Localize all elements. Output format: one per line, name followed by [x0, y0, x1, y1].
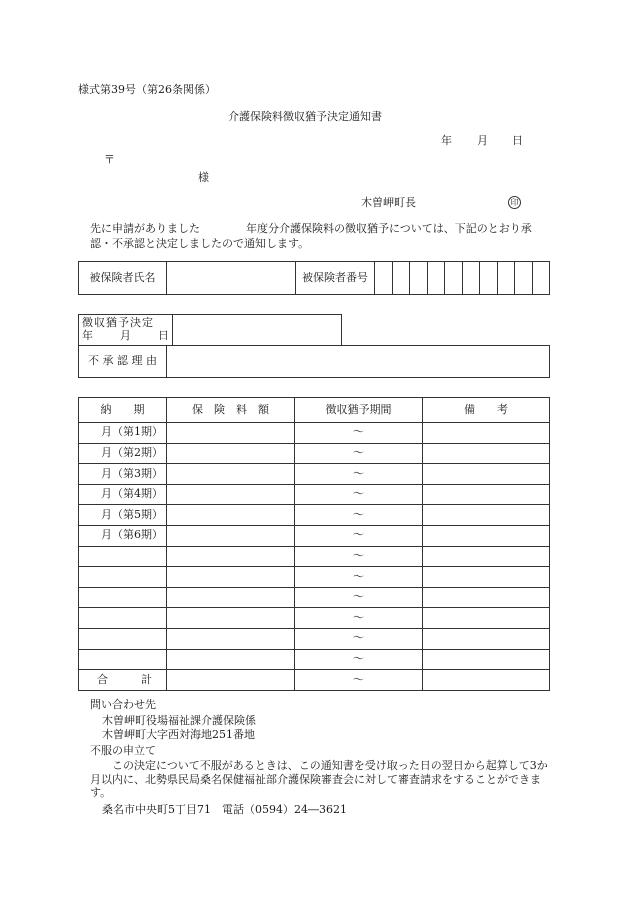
header-deferral-period: 徴収猶予期間 — [295, 398, 423, 423]
installment-remarks[interactable] — [423, 587, 550, 608]
appeal-text: この決定について不服があるときは、この通知書を受け取った日の翌日から起算して3か月以内に、北勢県民局桑名保健福祉部介護保険審査会に対して審査請求をすることができます。 — [90, 759, 548, 799]
insured-number-digit[interactable] — [410, 262, 428, 295]
installment-range: ～ — [295, 464, 423, 485]
installment-period — [79, 567, 167, 588]
insured-number-digit[interactable] — [497, 262, 515, 295]
rejection-reason-table — [78, 345, 550, 378]
insured-name-field[interactable] — [167, 262, 296, 295]
decision-date-label — [79, 315, 173, 346]
installment-remarks[interactable] — [423, 505, 550, 526]
rejection-reason-label: 不 承 認 理 由 — [79, 346, 167, 378]
appeal-office: 桑名市中央町5丁目71 電話（0594）24―3621 — [102, 803, 347, 816]
installment-period — [79, 649, 167, 670]
form-number: 様式第39号（第26条関係） — [78, 83, 216, 96]
insured-number-digit[interactable] — [462, 262, 480, 295]
installment-period: 月（第3期） — [79, 464, 167, 485]
installment-amount[interactable] — [167, 505, 295, 526]
installment-period — [79, 608, 167, 629]
decision-date-field[interactable] — [173, 315, 342, 346]
installment-amount[interactable] — [167, 628, 295, 649]
installment-remarks[interactable] — [423, 484, 550, 505]
rejection-reason-field[interactable] — [167, 346, 550, 378]
installment-range: ～ — [295, 587, 423, 608]
installment-period: 月（第1期） — [79, 423, 167, 444]
installment-range: ～ — [295, 608, 423, 629]
installment-range: ～ — [295, 423, 423, 444]
installment-remarks[interactable] — [423, 464, 550, 485]
installment-amount[interactable] — [167, 423, 295, 444]
installment-period: 月（第4期） — [79, 484, 167, 505]
installment-row — [79, 484, 550, 505]
decision-date-table — [78, 314, 342, 346]
seal-icon: 印 — [508, 196, 521, 209]
seal-mark — [508, 195, 521, 209]
insured-number-digit[interactable] — [515, 262, 533, 295]
insured-number-digit[interactable] — [480, 262, 498, 295]
installment-amount[interactable] — [167, 443, 295, 464]
decision-date-month: 月 — [120, 329, 131, 342]
issuer-name: 木曽岬町長 — [361, 196, 416, 209]
addressee-suffix: 様 — [198, 171, 209, 184]
total-range: ～ — [295, 670, 423, 691]
installment-row — [79, 546, 550, 567]
installment-row — [79, 525, 550, 546]
installment-period — [79, 587, 167, 608]
total-label-1: 合 — [97, 672, 108, 686]
appeal-heading: 不服の申立て — [90, 744, 156, 757]
insured-number-digit[interactable] — [392, 262, 410, 295]
installment-remarks[interactable] — [423, 628, 550, 649]
installment-row — [79, 464, 550, 485]
installment-remarks[interactable] — [423, 525, 550, 546]
date-day-label: 日 — [512, 134, 523, 147]
date-month-label: 月 — [477, 134, 488, 147]
insured-name-label: 被保険者氏名 — [79, 262, 167, 295]
installment-row — [79, 628, 550, 649]
installment-amount[interactable] — [167, 587, 295, 608]
installment-row — [79, 587, 550, 608]
header-due-period: 納 期 — [79, 398, 167, 423]
insured-number-label: 被保険者番号 — [296, 262, 375, 295]
installment-range: ～ — [295, 525, 423, 546]
installment-amount[interactable] — [167, 608, 295, 629]
installment-table — [78, 397, 550, 691]
installment-remarks[interactable] — [423, 546, 550, 567]
total-amount[interactable] — [167, 670, 295, 691]
decision-date-day: 日 — [158, 329, 169, 342]
header-premium-amount: 保 険 料 額 — [167, 398, 295, 423]
installment-amount[interactable] — [167, 464, 295, 485]
intro-paragraph — [90, 221, 550, 251]
installment-amount[interactable] — [167, 484, 295, 505]
installment-row — [79, 567, 550, 588]
installment-remarks[interactable] — [423, 443, 550, 464]
contact-address: 木曽岬町大字西対海地251番地 — [102, 728, 255, 741]
document-title: 介護保険料徴収猶予決定通知書 — [228, 110, 382, 123]
installment-row — [79, 423, 550, 444]
insured-number-digit[interactable] — [532, 262, 550, 295]
installment-period: 月（第5期） — [79, 505, 167, 526]
installment-row — [79, 608, 550, 629]
insured-table — [78, 261, 550, 295]
installment-remarks[interactable] — [423, 423, 550, 444]
insured-number-digit[interactable] — [427, 262, 445, 295]
installment-amount[interactable] — [167, 525, 295, 546]
installment-range: ～ — [295, 546, 423, 567]
insured-number-digit[interactable] — [445, 262, 463, 295]
installment-amount[interactable] — [167, 567, 295, 588]
total-label — [79, 670, 167, 691]
installment-remarks[interactable] — [423, 649, 550, 670]
installment-row — [79, 443, 550, 464]
installment-row — [79, 505, 550, 526]
installment-range: ～ — [295, 628, 423, 649]
installment-range: ～ — [295, 567, 423, 588]
decision-date-label-line1: 徴収猶予決定 — [82, 316, 154, 330]
installment-range: ～ — [295, 484, 423, 505]
installment-period — [79, 546, 167, 567]
insured-number-digit[interactable] — [375, 262, 393, 295]
contact-heading: 問い合わせ先 — [90, 698, 156, 711]
installment-period: 月（第2期） — [79, 443, 167, 464]
decision-date-year: 年 — [82, 329, 93, 342]
contact-department: 木曽岬町役場福祉課介護保険係 — [102, 714, 256, 727]
postal-mark: 〒 — [104, 153, 115, 166]
installment-remarks[interactable] — [423, 608, 550, 629]
total-remarks[interactable] — [423, 670, 550, 691]
date-year-label: 年 — [441, 134, 452, 147]
installment-period: 月（第6期） — [79, 525, 167, 546]
total-label-2: 計 — [141, 672, 152, 686]
installment-range: ～ — [295, 505, 423, 526]
installment-remarks[interactable] — [423, 567, 550, 588]
header-remarks: 備 考 — [423, 398, 550, 423]
intro-prefix: 先に申請がありました — [90, 222, 200, 235]
intro-suffix: 年度分介護保険料の徴収猶予については、下記のとおり承認・不承認と決定しましたので通知します。 — [90, 222, 532, 250]
installment-row — [79, 649, 550, 670]
installment-amount[interactable] — [167, 649, 295, 670]
installment-range: ～ — [295, 443, 423, 464]
installment-period — [79, 628, 167, 649]
installment-amount[interactable] — [167, 546, 295, 567]
installment-range: ～ — [295, 649, 423, 670]
